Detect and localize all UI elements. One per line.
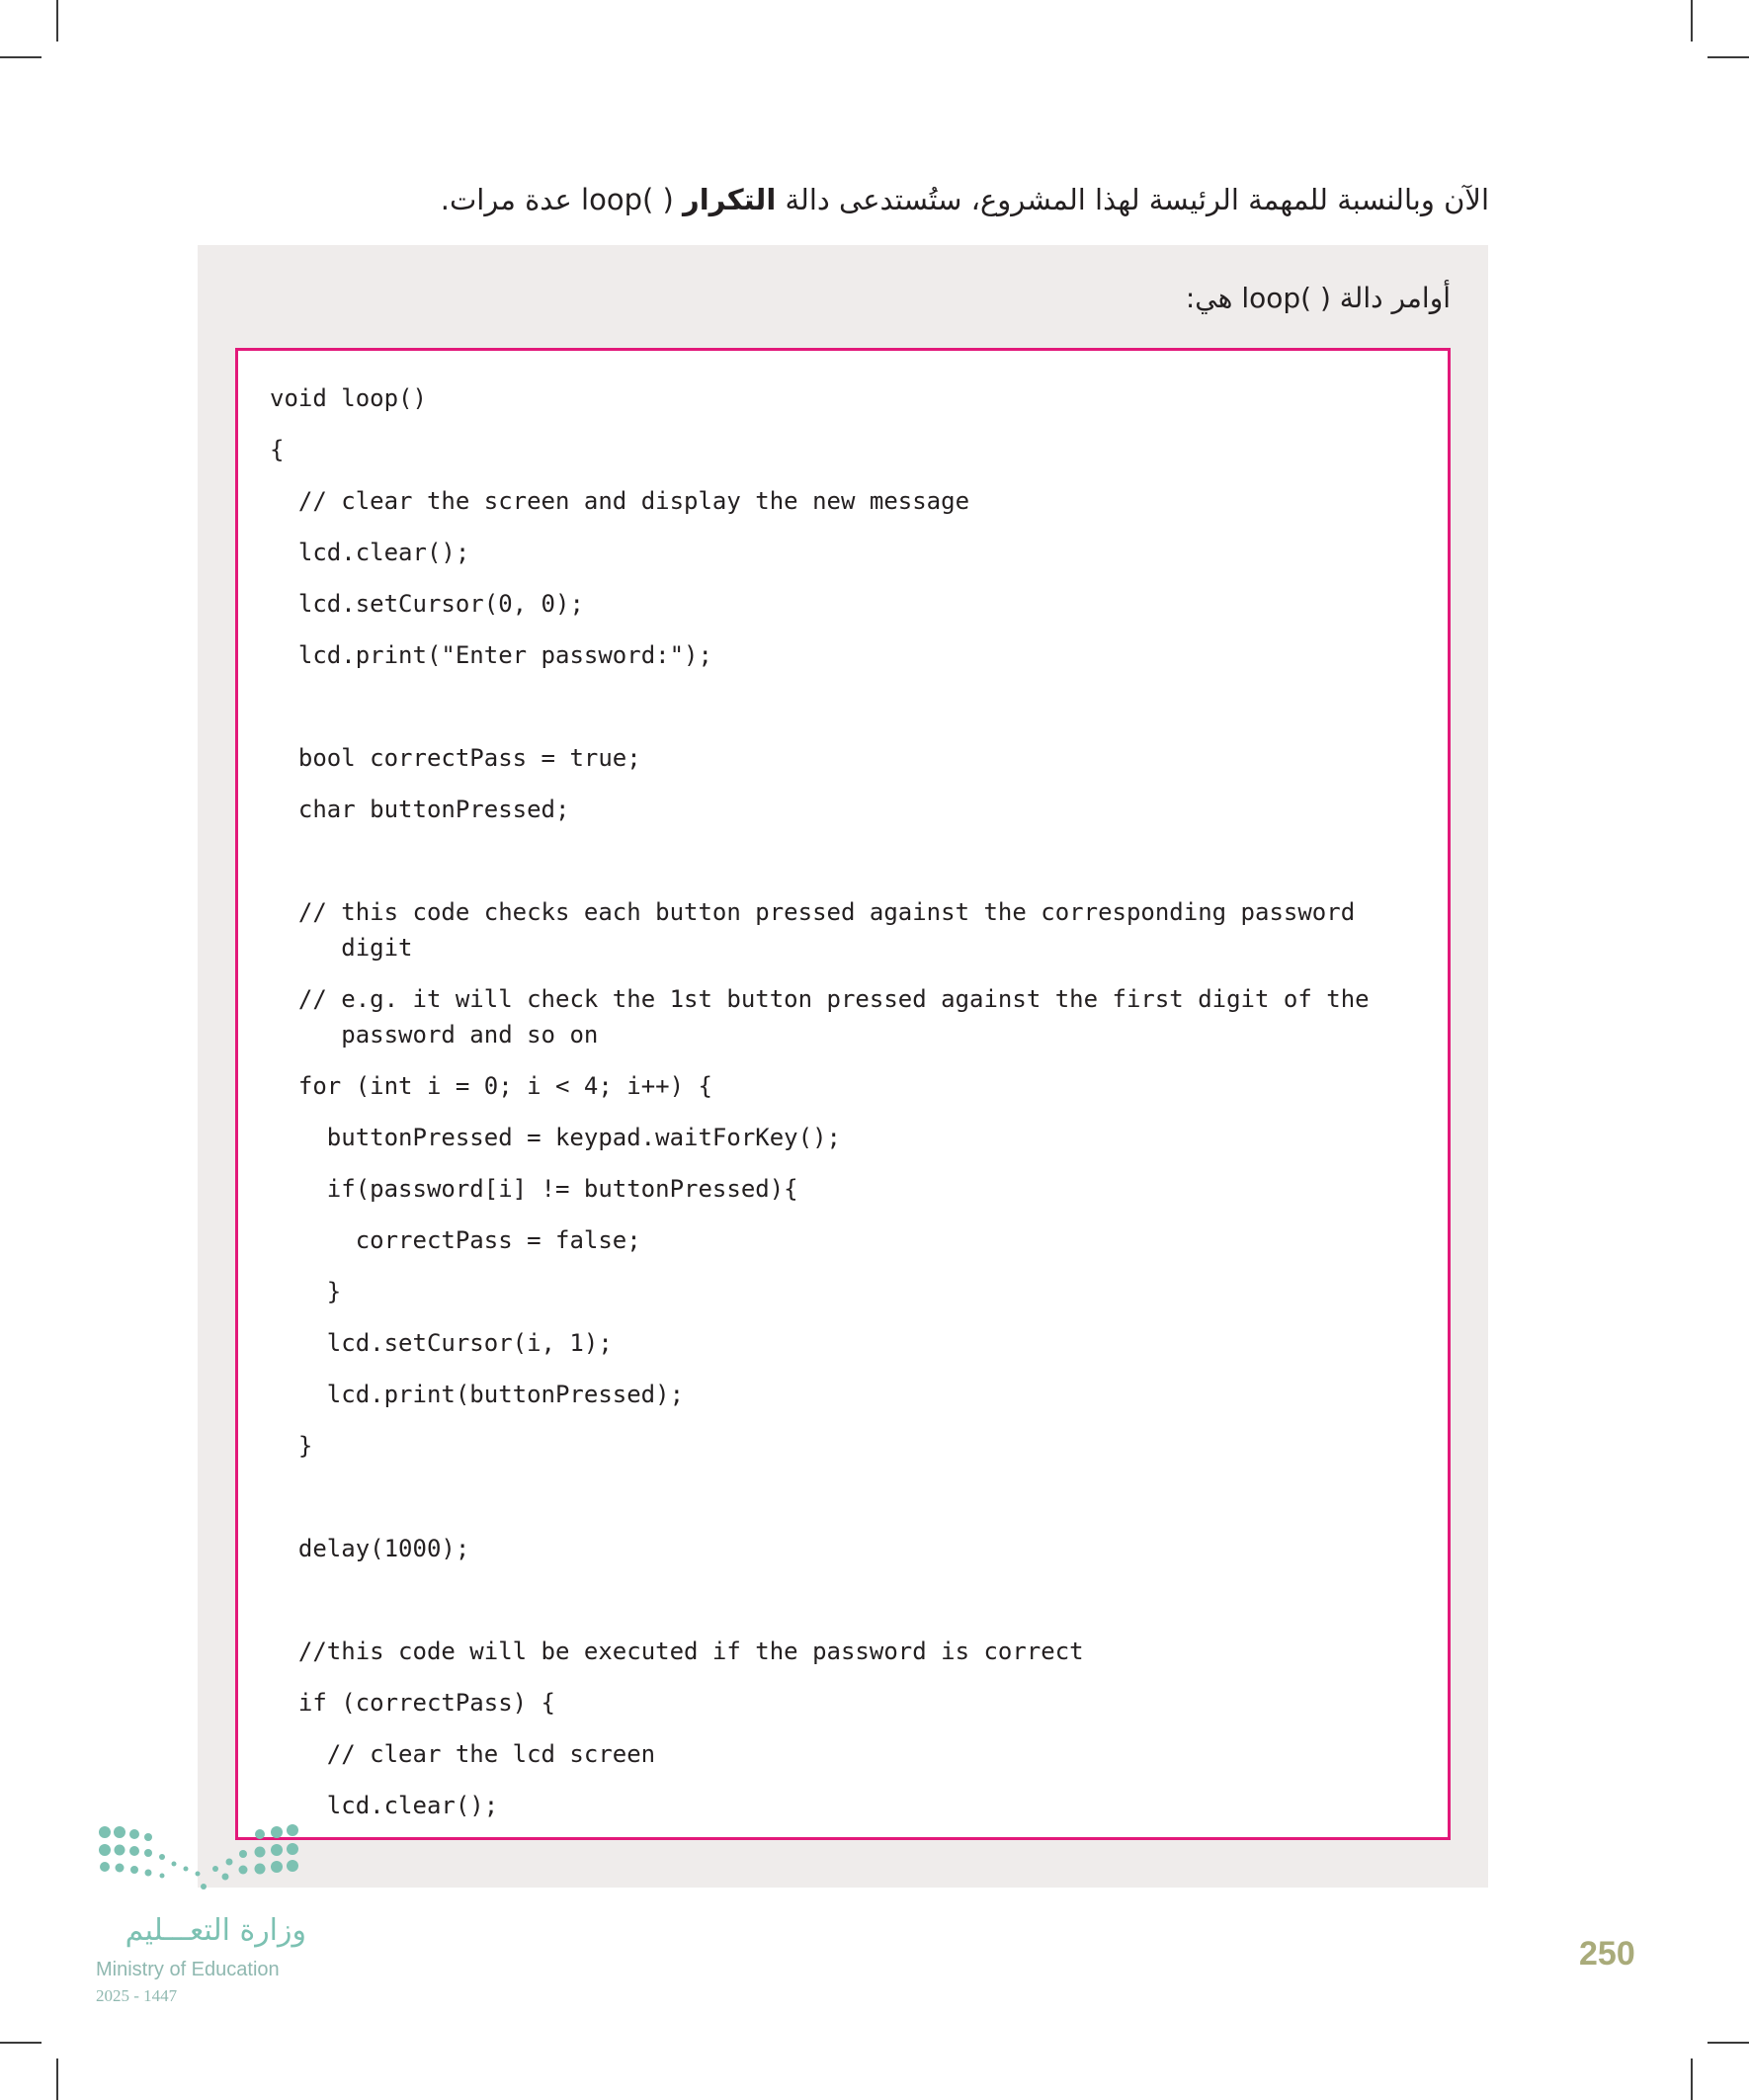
code-line: void loop() <box>270 384 427 412</box>
crop-mark <box>1707 56 1749 58</box>
code-line: lcd.setCursor(i, 1); <box>270 1329 613 1357</box>
crop-mark <box>1691 2058 1693 2100</box>
intro-function-name: loop( ) <box>581 183 674 216</box>
code-line: char buttonPressed; <box>270 796 570 823</box>
intro-text-start: الآن وبالنسبة للمهمة الرئيسة لهذا المشروع، ستُستدعى دالة <box>776 183 1489 216</box>
crop-mark <box>0 56 42 58</box>
ministry-name-english: Ministry of Education <box>96 1959 280 1980</box>
intro-text-end: عدة مرات. <box>440 183 582 216</box>
intro-bold-term: التكرار <box>683 183 777 216</box>
page-number: 250 <box>1579 1935 1635 1973</box>
code-line: lcd.clear(); <box>270 1792 499 1819</box>
code-line: for (int i = 0; i < 4; i++) { <box>270 1072 712 1100</box>
panel-heading-start: أوامر دالة <box>1330 282 1451 314</box>
ministry-name-arabic: وزارة التعـــليم <box>125 1913 306 1948</box>
code-line-blank <box>270 1471 1426 1523</box>
code-line: lcd.setCursor(0, 0); <box>270 590 584 618</box>
crop-mark <box>56 2058 58 2100</box>
code-line: if (correctPass) { <box>270 1689 555 1717</box>
crop-mark <box>56 0 58 42</box>
code-line: // clear the lcd screen <box>270 1740 656 1768</box>
code-box <box>235 348 1451 1840</box>
code-line: delay(1000); <box>270 1535 470 1562</box>
code-line: lcd.clear(); <box>270 539 470 566</box>
code-line: } <box>270 1432 313 1460</box>
code-line: // clear the screen and display the new message <box>270 487 970 515</box>
edition-year: 2025 - 1447 <box>96 1986 178 2005</box>
code-listing <box>270 373 1426 1831</box>
code-line: lcd.print("Enter password:"); <box>270 641 712 669</box>
code-line: { <box>270 436 285 463</box>
code-line: buttonPressed = keypad.waitForKey(); <box>270 1124 841 1151</box>
code-line-blank <box>270 1574 1426 1626</box>
code-line-blank <box>270 835 1426 886</box>
code-line: if(password[i] != buttonPressed){ <box>270 1175 798 1203</box>
code-line-blank <box>270 681 1426 732</box>
code-line: } <box>270 1278 342 1305</box>
panel-heading-function: loop( ) <box>1241 282 1331 314</box>
panel-heading-end: هي: <box>1185 282 1242 314</box>
intro-paragraph <box>402 176 1489 223</box>
code-line: bool correctPass = true; <box>270 744 641 772</box>
code-line: lcd.print(buttonPressed); <box>270 1381 685 1408</box>
panel-heading <box>1186 277 1451 320</box>
crop-mark <box>0 2042 42 2044</box>
code-panel <box>198 245 1488 1888</box>
code-line: // e.g. it will check the 1st button pressed against the first digit of the password and so on <box>297 985 1370 1049</box>
ministry-logo-icon <box>97 1824 309 1901</box>
code-line: correctPass = false; <box>270 1226 641 1254</box>
crop-mark <box>1691 0 1693 42</box>
crop-mark <box>1707 2042 1749 2044</box>
code-line: //this code will be executed if the password is correct <box>270 1638 1084 1665</box>
code-line: // this code checks each button pressed against the corresponding password digit <box>297 898 1356 962</box>
